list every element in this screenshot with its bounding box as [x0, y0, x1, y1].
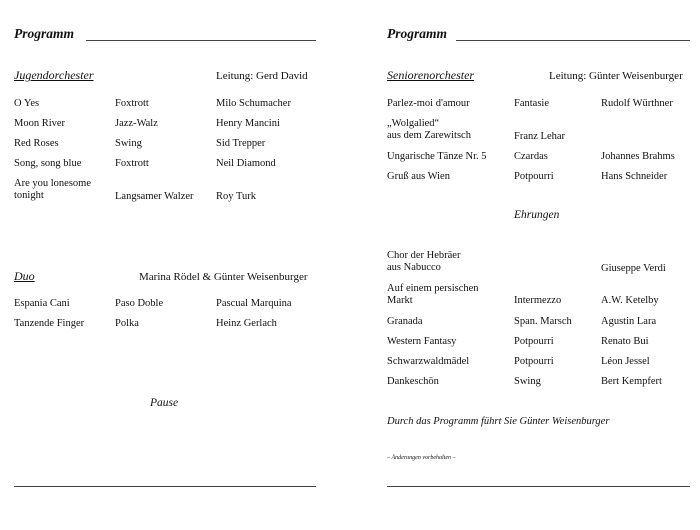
program-title: Dankeschön: [387, 376, 439, 387]
heading-rule: [456, 40, 690, 41]
host-line: Durch das Programm führt Sie Günter Weisenburger: [387, 416, 610, 427]
program-title-line1: Auf einem persischen: [387, 283, 479, 294]
program-composer: Agustin Lara: [601, 316, 657, 327]
program-title-line1: Chor der Hebräer: [387, 250, 461, 261]
program-title: Gruß aus Wien: [387, 171, 450, 182]
program-composer: Henry Mancini: [216, 118, 280, 129]
program-title: O Yes: [14, 98, 40, 109]
jugendorchester-leader: Leitung: Gerd David: [216, 70, 308, 82]
program-title: Song, song blue: [14, 158, 82, 169]
program-title: Espania Cani: [14, 298, 70, 309]
program-composer: A.W. Ketelby: [601, 295, 659, 306]
program-composer: Renato Bui: [601, 336, 649, 347]
program-style: Czardas: [514, 151, 548, 162]
program-style: Polka: [115, 318, 139, 329]
pause-label: Pause: [150, 397, 179, 409]
program-title: Schwarzwaldmädel: [387, 356, 470, 367]
program-composer: Roy Turk: [216, 191, 256, 202]
jugendorchester-title: Jugendorchester: [14, 68, 94, 82]
program-title: Ungarische Tänze Nr. 5: [387, 151, 487, 162]
program-title: Moon River: [14, 118, 66, 129]
right-page: [350, 0, 700, 530]
program-composer: Bert Kempfert: [601, 376, 662, 387]
program-title-line2: aus Nabucco: [387, 262, 441, 273]
program-style: Potpourri: [514, 356, 554, 367]
program-title-line2: aus dem Zarewitsch: [387, 130, 471, 141]
program-style: Jazz-Walz: [115, 118, 158, 129]
program-style: Langsamer Walzer: [115, 191, 194, 202]
program-title-line2: tonight: [14, 190, 44, 201]
right-page-heading: Programm: [387, 26, 448, 41]
program-title-line1: „Wolgalied“: [387, 118, 440, 129]
program-style: Paso Doble: [115, 298, 164, 309]
program-style: Foxtrott: [115, 98, 149, 109]
program-title: Granada: [387, 316, 423, 327]
program-composer: Heinz Gerlach: [216, 318, 277, 329]
program-title: Red Roses: [14, 138, 59, 149]
program-composer: Pascual Marquina: [216, 298, 292, 309]
program-style: Swing: [514, 376, 541, 387]
program-composer: Franz Lehar: [514, 131, 566, 142]
bottom-rule: [14, 486, 316, 487]
program-title: Parlez-moi d'amour: [387, 98, 470, 109]
program-composer: Milo Schumacher: [216, 98, 291, 109]
program-composer: Giuseppe Verdi: [601, 263, 666, 274]
program-style: Fantasie: [514, 98, 549, 109]
program-style: Potpourri: [514, 336, 554, 347]
seniorenorchester-title: Seniorenorchester: [387, 68, 475, 82]
left-page-heading: Programm: [14, 26, 75, 41]
program-style: Swing: [115, 138, 142, 149]
heading-rule: [86, 40, 316, 41]
ehrungen-label: Ehrungen: [514, 209, 560, 221]
program-composer: Léon Jessel: [601, 356, 650, 367]
program-title: Tanzende Finger: [14, 318, 85, 329]
program-style: Potpourri: [514, 171, 554, 182]
program-style: Span. Marsch: [514, 316, 572, 327]
program-composer: Neil Diamond: [216, 158, 276, 169]
program-composer: Sid Trepper: [216, 138, 266, 149]
program-style: Intermezzo: [514, 295, 562, 306]
duo-leader: Marina Rödel & Günter Weisenburger: [139, 271, 308, 283]
duo-title: Duo: [14, 269, 35, 283]
program-title-line2: Markt: [387, 295, 413, 306]
seniorenorchester-leader: Leitung: Günter Weisenburger: [549, 70, 683, 82]
program-style: Foxtrott: [115, 158, 149, 169]
footnote: – Änderungen vorbehalten –: [387, 455, 456, 461]
program-composer: Johannes Brahms: [601, 151, 675, 162]
program-composer: Rudolf Würthner: [601, 98, 673, 109]
bottom-rule: [387, 486, 690, 487]
program-title-line1: Are you lonesome: [14, 178, 91, 189]
program-composer: Hans Schneider: [601, 171, 668, 182]
program-title: Western Fantasy: [387, 336, 457, 347]
